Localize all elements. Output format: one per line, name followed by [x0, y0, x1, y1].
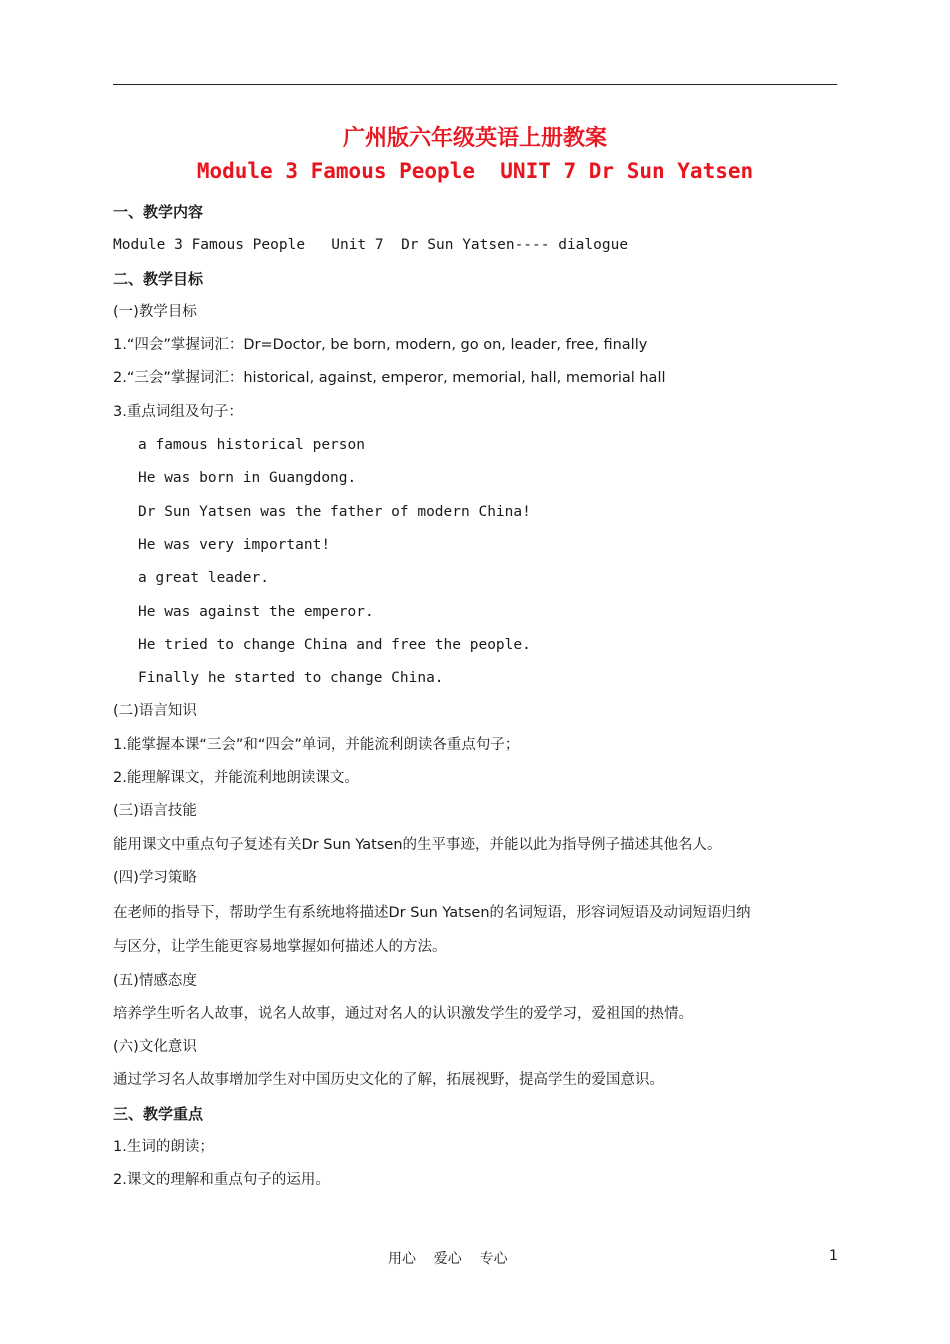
section-heading: 一、教学内容 [113, 203, 204, 221]
key-sentence: He was very important! [138, 536, 331, 553]
document-body [113, 196, 843, 1198]
body-line: 1.能掌握本课“三会”和“四会”单词，并能流利朗读各重点句子； [113, 736, 520, 753]
body-line: 2.课文的理解和重点句子的运用。 [113, 1172, 330, 1189]
body-line: (五)情感态度 [113, 972, 197, 989]
body-line: 通过学习名人故事增加学生对中国历史文化的了解，拓展视野，提高学生的爱国意识。 [113, 1072, 664, 1089]
body-line: 2.能理解课文，并能流利地朗读课文。 [113, 770, 359, 787]
footer-motto: 用心 爱心 专心 [388, 1251, 508, 1267]
body-line: 与区分，让学生能更容易地掌握如何描述人的方法。 [113, 939, 447, 956]
key-sentence: He was against the emperor. [138, 603, 374, 620]
body-line: (三)语言技能 [113, 803, 197, 820]
body-line: 在老师的指导下，帮助学生有系统地将描述Dr Sun Yatsen的名词短语，形容词短语及动词短语归纳 [113, 905, 751, 922]
section-heading: 二、教学目标 [113, 269, 204, 288]
body-line: 2.“三会”掌握词汇：historical, against, emperor, memorial, hall, memorial hall [113, 370, 666, 387]
key-sentence: He was born in Guangdong. [138, 470, 357, 487]
body-line: 1.生词的朗读； [113, 1139, 214, 1156]
key-sentence: Dr Sun Yatsen was the father of modern China! [138, 503, 531, 520]
key-sentence: Finally he started to change China. [138, 670, 444, 687]
body-line: 1.“四会”掌握词汇：Dr=Doctor, be born, modern, go on, leader, free, finally [113, 337, 648, 354]
page-number: 1 [829, 1248, 838, 1264]
key-sentence: He tried to change China and free the people. [138, 636, 531, 653]
body-line: 3.重点词组及句子： [113, 403, 243, 420]
body-line: 能用课文中重点句子复述有关Dr Sun Yatsen的生平事迹，并能以此为指导例子描述其他名人。 [113, 836, 722, 853]
body-line: (一)教学目标 [113, 303, 197, 320]
body-line: (二)语言知识 [113, 703, 197, 720]
key-sentence: a famous historical person [138, 437, 365, 454]
document-title-chinese: 广州版六年级英语上册教案 [342, 126, 607, 151]
body-line: (四)学习策略 [113, 869, 197, 886]
key-sentence: a great leader. [138, 570, 269, 587]
body-line: 培养学生听名人故事，说名人故事，通过对名人的认识激发学生的爱学习，爱祖国的热情。 [113, 1005, 693, 1022]
document-title-english: Module 3 Famous People UNIT 7 Dr Sun Yatsen [196, 159, 754, 183]
section-heading: 三、教学重点 [113, 1104, 204, 1123]
header-rule [113, 84, 837, 85]
body-line: Module 3 Famous People Unit 7 Dr Sun Yatsen---- dialogue [113, 237, 629, 254]
body-line: (六)文化意识 [113, 1039, 197, 1056]
